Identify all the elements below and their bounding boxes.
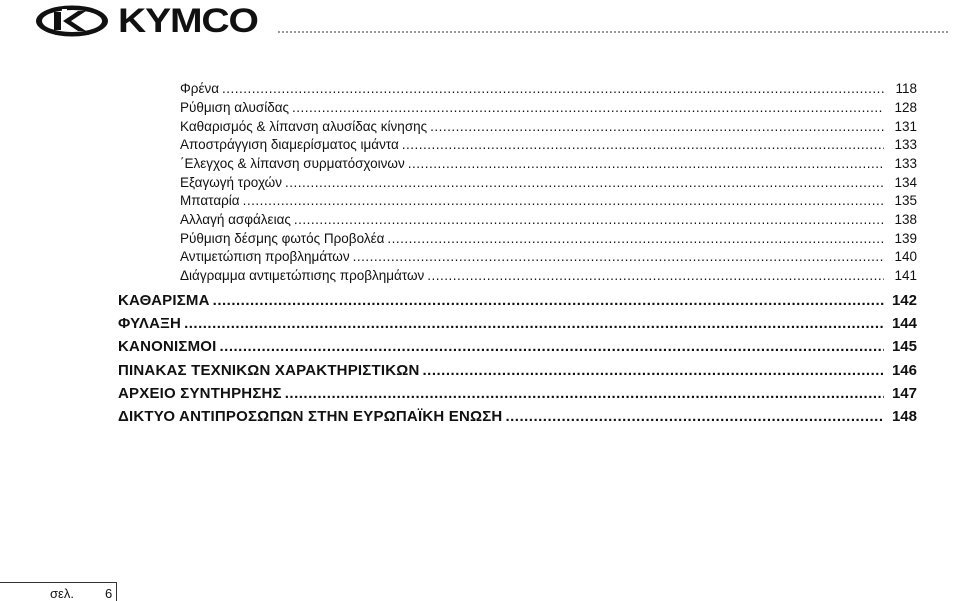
- toc-entry[interactable]: [180, 231, 917, 246]
- toc-entry-label: Αλλαγή ασφάλειας: [180, 212, 291, 227]
- toc-entry[interactable]: [180, 119, 917, 134]
- brand-name: KYMCO: [118, 2, 258, 40]
- toc-entry-page: 140: [894, 249, 917, 264]
- toc-section-page: 148: [891, 408, 917, 425]
- toc-entry-page: 135: [894, 193, 917, 208]
- toc-entry-page: 118: [895, 81, 917, 96]
- toc-section[interactable]: [118, 338, 917, 355]
- leader-dots: [423, 362, 884, 379]
- toc-entry[interactable]: [180, 193, 917, 208]
- toc-entry[interactable]: [180, 268, 917, 283]
- toc-section-page: 142: [891, 292, 917, 309]
- toc-entry-page: 133: [894, 156, 917, 171]
- toc-entry-page: 141: [894, 268, 917, 283]
- toc-entry-page: 128: [894, 100, 917, 115]
- leader-dots: [222, 81, 884, 96]
- leader-dots: [213, 292, 884, 309]
- toc-section[interactable]: [118, 292, 917, 309]
- toc-entry[interactable]: [180, 175, 917, 190]
- toc-entry[interactable]: [180, 137, 917, 152]
- toc-entry-label: Μπαταρία: [180, 193, 240, 208]
- toc-entry[interactable]: [180, 212, 917, 227]
- toc-section-label: ΦΥΛΑΞΗ: [118, 315, 182, 332]
- leader-dots: [387, 231, 884, 246]
- toc-entry[interactable]: [180, 81, 917, 96]
- toc-entry-label: Φρένα: [180, 81, 220, 96]
- toc-section-label: ΑΡΧΕΙΟ ΣΥΝΤΗΡΗΣΗΣ: [118, 385, 282, 402]
- toc-entry-page: 131: [894, 119, 917, 134]
- toc-section[interactable]: [118, 385, 917, 402]
- toc-entry-label: Αποστράγγιση διαμερίσματος ιμάντα: [180, 137, 399, 152]
- toc-section[interactable]: [118, 362, 917, 379]
- toc-section-label: ΔΙΚΤΥΟ ΑΝΤΙΠΡΟΣΩΠΩΝ ΣΤΗΝ ΕΥΡΩΠΑΪΚΗ ΕΝΩΣΗ: [118, 408, 503, 425]
- leader-dots: [285, 385, 884, 402]
- toc-section-page: 144: [891, 315, 917, 332]
- header-dotted-rule: [278, 31, 948, 33]
- toc-entry-page: 134: [894, 175, 917, 190]
- toc-section-page: 146: [891, 362, 917, 379]
- toc-entry-label: Εξαγωγή τροχών: [180, 175, 282, 190]
- footer-page-label: σελ.: [50, 586, 74, 601]
- leader-dots: [294, 212, 884, 227]
- leader-dots: [353, 249, 884, 264]
- toc-section-page: 147: [891, 385, 917, 402]
- toc-entry[interactable]: [180, 249, 917, 264]
- toc-entry-label: Καθαρισμός & λίπανση αλυσίδας κίνησης: [180, 119, 428, 134]
- leader-dots: [285, 175, 884, 190]
- toc-section-page: 145: [891, 338, 917, 355]
- toc-entry-label: Διάγραμμα αντιμετώπισης προβλημάτων: [180, 268, 425, 283]
- footer-page-number: 6: [105, 586, 113, 601]
- toc-entry-label: Αντιμετώπιση προβλημάτων: [180, 249, 350, 264]
- leader-dots: [430, 119, 884, 134]
- leader-dots: [408, 156, 884, 171]
- toc-section[interactable]: [118, 315, 917, 332]
- toc-entry[interactable]: [180, 100, 917, 115]
- leader-dots: [402, 137, 884, 152]
- toc-entry-label: Ρύθμιση αλυσίδας: [180, 100, 290, 115]
- leader-dots: [505, 408, 884, 425]
- leader-dots: [243, 193, 884, 208]
- leader-dots: [220, 338, 885, 355]
- leader-dots: [292, 100, 884, 115]
- toc-entry-page: 138: [894, 212, 917, 227]
- toc-section-label: ΚΑΘΑΡΙΣΜΑ: [118, 292, 210, 309]
- toc-entry-label: ΄Ελεγχος & λίπανση συρματόσχοινων: [180, 156, 405, 171]
- toc-entry-label: Ρύθμιση δέσμης φωτός Προβολέα: [180, 231, 385, 246]
- kymco-emblem-icon: [34, 4, 110, 38]
- toc-section[interactable]: [118, 408, 917, 425]
- toc-section-label: ΚΑΝΟΝΙΣΜΟΙ: [118, 338, 217, 355]
- leader-dots: [184, 315, 884, 332]
- toc-entry-page: 139: [894, 231, 917, 246]
- toc-section-label: ΠΙΝΑΚΑΣ ΤΕΧΝΙΚΩΝ ΧΑΡΑΚΤΗΡΙΣΤΙΚΩΝ: [118, 362, 420, 379]
- toc-entry-page: 133: [894, 137, 917, 152]
- leader-dots: [427, 268, 884, 283]
- kymco-logo: [34, 2, 258, 40]
- toc-entry[interactable]: [180, 156, 917, 171]
